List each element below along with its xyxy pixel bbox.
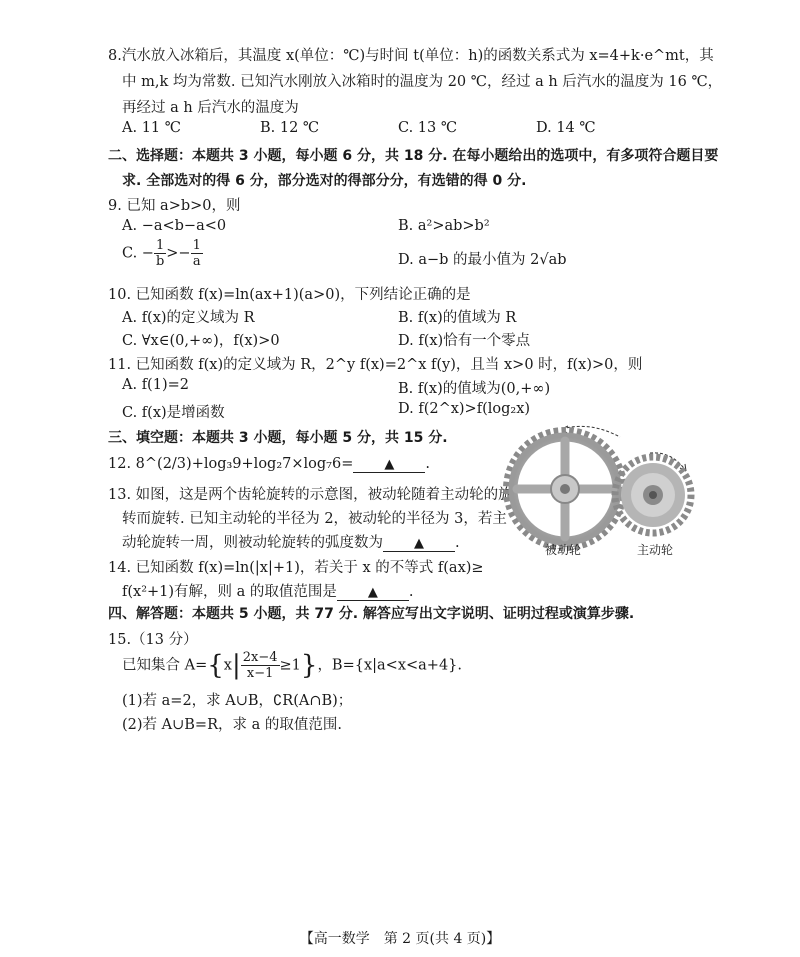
q13-answer-blank: ▲	[383, 537, 455, 552]
q8-option-a: A. 11 ℃	[122, 120, 181, 136]
q15-bar: |	[231, 650, 241, 681]
q9-frac-2-num: 1	[192, 238, 201, 253]
q9-option-c-mid: >−	[166, 245, 191, 262]
section2-heading-line1: 二、选择题：本题共 3 小题，每小题 6 分，共 18 分. 在每小题给出的选项中，有多项符合题目要	[108, 148, 719, 164]
q10-option-b: B. f(x)的值域为 R	[398, 310, 517, 326]
q15-set-a-ge: ≥1	[279, 657, 301, 674]
q11-option-d: D. f(2^x)>f(log₂x)	[398, 401, 531, 417]
q13-line3	[122, 531, 460, 552]
driver-gear	[615, 457, 691, 533]
q12-end: .	[425, 456, 430, 472]
q9-frac-2	[191, 238, 203, 269]
q9-frac-1	[154, 238, 166, 269]
q8-line2: 中 m,k 均为常数. 已知汽水刚放入冰箱时的温度为 20 ℃，经过 a h 后汽水的温度为 16 ℃，	[122, 74, 723, 90]
q9-option-c	[122, 238, 203, 269]
q9-frac-2-den: a	[192, 254, 201, 269]
q15-fraction	[241, 650, 280, 681]
q8-option-d: D. 14 ℃	[536, 120, 596, 136]
q8-line3: 再经过 a h 后汽水的温度为	[122, 100, 299, 116]
page-footer: 【高一数学 第 2 页(共 4 页)】	[299, 931, 501, 947]
q10-option-d: D. f(x)恰有一个零点	[398, 333, 531, 349]
section3-heading: 三、填空题：本题共 3 小题，每小题 5 分，共 15 分.	[108, 430, 448, 446]
q14-line2-text: f(x²+1)有解，则 a 的取值范围是	[122, 584, 337, 600]
q8-line1: 8.汽水放入冰箱后，其温度 x(单位：℃)与时间 t(单位：h)的函数关系式为 x=4+k·e^mt，其	[108, 48, 714, 64]
driven-gear	[507, 431, 623, 547]
q9-option-d: D. a−b 的最小值为 2√ab	[398, 252, 567, 268]
q11-option-b: B. f(x)的值域为(0,+∞)	[398, 381, 551, 397]
q10-stem: 10. 已知函数 f(x)=ln(ax+1)(a>0)，下列结论正确的是	[108, 287, 471, 303]
q13-line2: 转而旋转. 已知主动轮的半径为 2，被动轮的半径为 3，若主	[122, 511, 507, 527]
q15-part1: (1)若 a=2，求 A∪B，∁R(A∩B)；	[122, 693, 353, 709]
q12-text: 12. 8^(2/3)+log₃9+log₂7×log₇6=	[108, 456, 354, 472]
q15-head: 15.（13 分）	[108, 632, 198, 648]
q8-option-b: B. 12 ℃	[260, 120, 320, 136]
q15-fraction-den: x−1	[246, 666, 274, 681]
gear-figure	[500, 423, 695, 558]
q10-option-c: C. ∀x∈(0,+∞)，f(x)>0	[122, 333, 280, 349]
q9-frac-1-num: 1	[154, 238, 166, 254]
q8-option-c: C. 13 ℃	[398, 120, 458, 136]
q15-set-a-prefix: 已知集合 A=	[122, 657, 208, 674]
q15-left-brace: {	[207, 650, 224, 681]
q14-line2	[122, 580, 414, 601]
q14-line1: 14. 已知函数 f(x)=ln(|x|+1)，若关于 x 的不等式 f(ax)≥	[108, 560, 484, 576]
q9-option-b: B. a²>ab>b²	[398, 218, 490, 234]
q12-line	[108, 456, 430, 473]
q14-answer-blank: ▲	[337, 586, 409, 601]
q11-option-c: C. f(x)是增函数	[122, 405, 225, 421]
q11-option-a: A. f(1)=2	[122, 377, 189, 393]
q12-answer-blank: ▲	[353, 458, 425, 473]
q15-part2: (2)若 A∪B=R，求 a 的取值范围.	[122, 717, 342, 733]
figure-caption-driver: 主动轮	[637, 543, 674, 557]
q14-end: .	[408, 584, 414, 600]
q9-option-a: A. −a<b−a<0	[122, 218, 227, 234]
section4-heading: 四、解答题：本题共 5 小题，共 77 分. 解答应写出文字说明、证明过程或演算步骤.	[108, 606, 635, 622]
section2-heading-line2: 求. 全部选对的得 6 分，部分选对的得部分分，有选错的得 0 分.	[122, 173, 527, 189]
q10-option-a: A. f(x)的定义域为 R	[122, 310, 255, 326]
q9-stem: 9. 已知 a>b>0，则	[108, 198, 241, 214]
q9-option-c-prefix: C. −	[122, 245, 154, 262]
q15-set-b: ，B={x|a<x<a+4}.	[317, 657, 463, 674]
q15-right-brace: }	[300, 650, 318, 681]
q15-sets	[122, 650, 462, 681]
q11-stem: 11. 已知函数 f(x)的定义域为 R，2^y f(x)=2^x f(y)，且当 x>0 时，f(x)>0，则	[108, 357, 643, 373]
q13-line1: 13. 如图，这是两个齿轮旋转的示意图，被动轮随着主动轮的旋	[108, 487, 513, 503]
q15-fraction-num: 2x−4	[242, 650, 278, 665]
q9-frac-1-den: b	[155, 254, 165, 269]
q13-line3-text: 动轮旋转一周，则被动轮旋转的弧度数为	[122, 535, 383, 551]
q13-end: .	[455, 535, 460, 551]
figure-caption-driven: 被动轮	[545, 543, 582, 557]
q15-set-a-var: x	[223, 657, 232, 674]
